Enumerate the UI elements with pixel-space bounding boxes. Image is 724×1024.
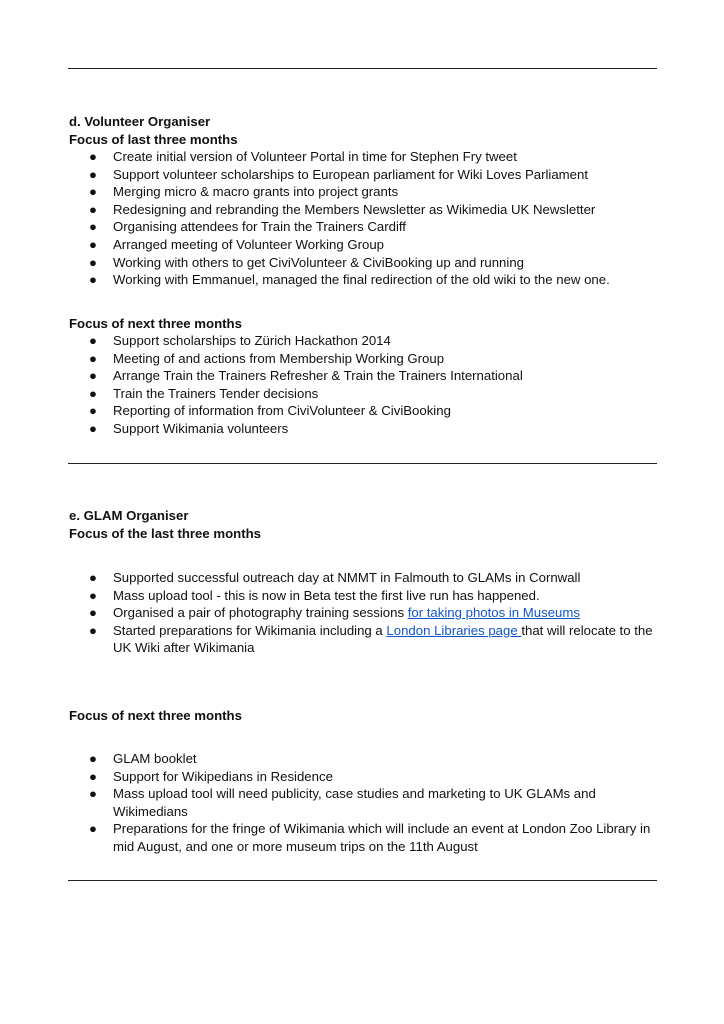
section-d-focus-next-heading: Focus of next three months: [69, 316, 242, 331]
bullet-icon: ●: [89, 333, 97, 348]
list-item: ● Arranged meeting of Volunteer Working Group: [89, 236, 384, 252]
list-item: ● Started preparations for Wikimania including a London Libraries page that will relocate to the UK Wiki after Wikimania: [89, 622, 653, 656]
section-d-title: d. Volunteer Organiser: [69, 114, 211, 129]
museum-photos-link[interactable]: for taking photos in Museums: [407, 605, 580, 621]
bullet-icon: ●: [89, 201, 97, 217]
bullet-icon: ●: [89, 184, 97, 200]
section-d-focus-last-list: [0, 148, 658, 289]
bullet-icon: ●: [89, 272, 97, 288]
list-item: ● Arrange Train the Trainers Refresher & Train the Trainers International: [89, 368, 523, 384]
section-e-focus-next-heading: Focus of next three months: [69, 708, 242, 723]
bullet-icon: ●: [89, 403, 97, 419]
list-item: ● Supported successful outreach day at NMMT in Falmouth to GLAMs in Cornwall: [89, 570, 581, 585]
section-e-focus-last-heading: Focus of the last three months: [69, 526, 261, 541]
list-item: ● Redesigning and rebranding the Members Newsletter as Wikimedia UK Newsletter: [89, 201, 596, 217]
bullet-icon: ●: [89, 420, 97, 436]
bullet-icon: ●: [89, 768, 97, 784]
section-e-title: e. GLAM Organiser: [69, 508, 189, 523]
list-item: ● Preparations for the fringe of Wikimania which will include an event at London Zoo Library in mid August, and one or more museum trips on the 11th August: [89, 821, 651, 854]
bullet-icon: ●: [89, 254, 97, 270]
bottom-rule: [68, 880, 657, 881]
list-item: ● Mass upload tool - this is now in Beta test the first live run has happened.: [89, 587, 540, 603]
list-item: ● Mass upload tool will need publicity, case studies and marketing to UK GLAMs and Wikimedians: [89, 786, 596, 819]
bullet-icon: ●: [89, 786, 97, 802]
bullet-icon: ●: [89, 166, 97, 182]
bullet-icon: ●: [89, 236, 97, 252]
list-item: ● Train the Trainers Tender decisions: [89, 385, 319, 401]
bullet-icon: ●: [89, 751, 97, 766]
list-item: ● Organised a pair of photography training sessions for taking photos in Museums: [89, 605, 580, 621]
section-d-focus-next-list: [0, 332, 658, 438]
bullet-icon: ●: [89, 219, 97, 235]
bullet-icon: ●: [89, 821, 97, 837]
list-item: ● Merging micro & macro grants into project grants: [89, 184, 399, 200]
list-item: ● Organising attendees for Train the Trainers Cardiff: [89, 219, 406, 235]
list-item: ● Working with others to get CiviVolunteer & CiviBooking up and running: [89, 254, 524, 270]
bullet-icon: ●: [89, 385, 97, 401]
bullet-icon: ●: [89, 570, 97, 585]
list-item: ● Create initial version of Volunteer Portal in time for Stephen Fry tweet: [89, 149, 517, 164]
bullet-icon: ●: [89, 350, 97, 366]
bullet-icon: ●: [89, 622, 97, 638]
bullet-icon: ●: [89, 605, 97, 621]
bullet-icon: ●: [89, 587, 97, 603]
list-item: ● Support for Wikipedians in Residence: [89, 768, 333, 784]
list-item: ● Support scholarships to Zürich Hackathon 2014: [89, 333, 391, 348]
top-rule: [68, 68, 657, 69]
bullet-icon: ●: [89, 368, 97, 384]
bullet-icon: ●: [89, 149, 97, 164]
list-item: ● Reporting of information from CiviVolunteer & CiviBooking: [89, 403, 451, 419]
section-d-focus-last-heading: Focus of last three months: [69, 132, 238, 147]
middle-rule: [68, 463, 657, 464]
london-libraries-link[interactable]: London Libraries page: [386, 622, 522, 638]
section-e-focus-next-list: [0, 750, 658, 856]
section-e-focus-last-list: [0, 569, 658, 657]
list-item: ● Support volunteer scholarships to European parliament for Wiki Loves Parliament: [89, 166, 588, 182]
list-item: ● Working with Emmanuel, managed the final redirection of the old wiki to the new one.: [89, 272, 610, 288]
list-item: ● GLAM booklet: [89, 751, 197, 766]
list-item: ● Meeting of and actions from Membership Working Group: [89, 350, 445, 366]
list-item: ● Support Wikimania volunteers: [89, 420, 289, 436]
